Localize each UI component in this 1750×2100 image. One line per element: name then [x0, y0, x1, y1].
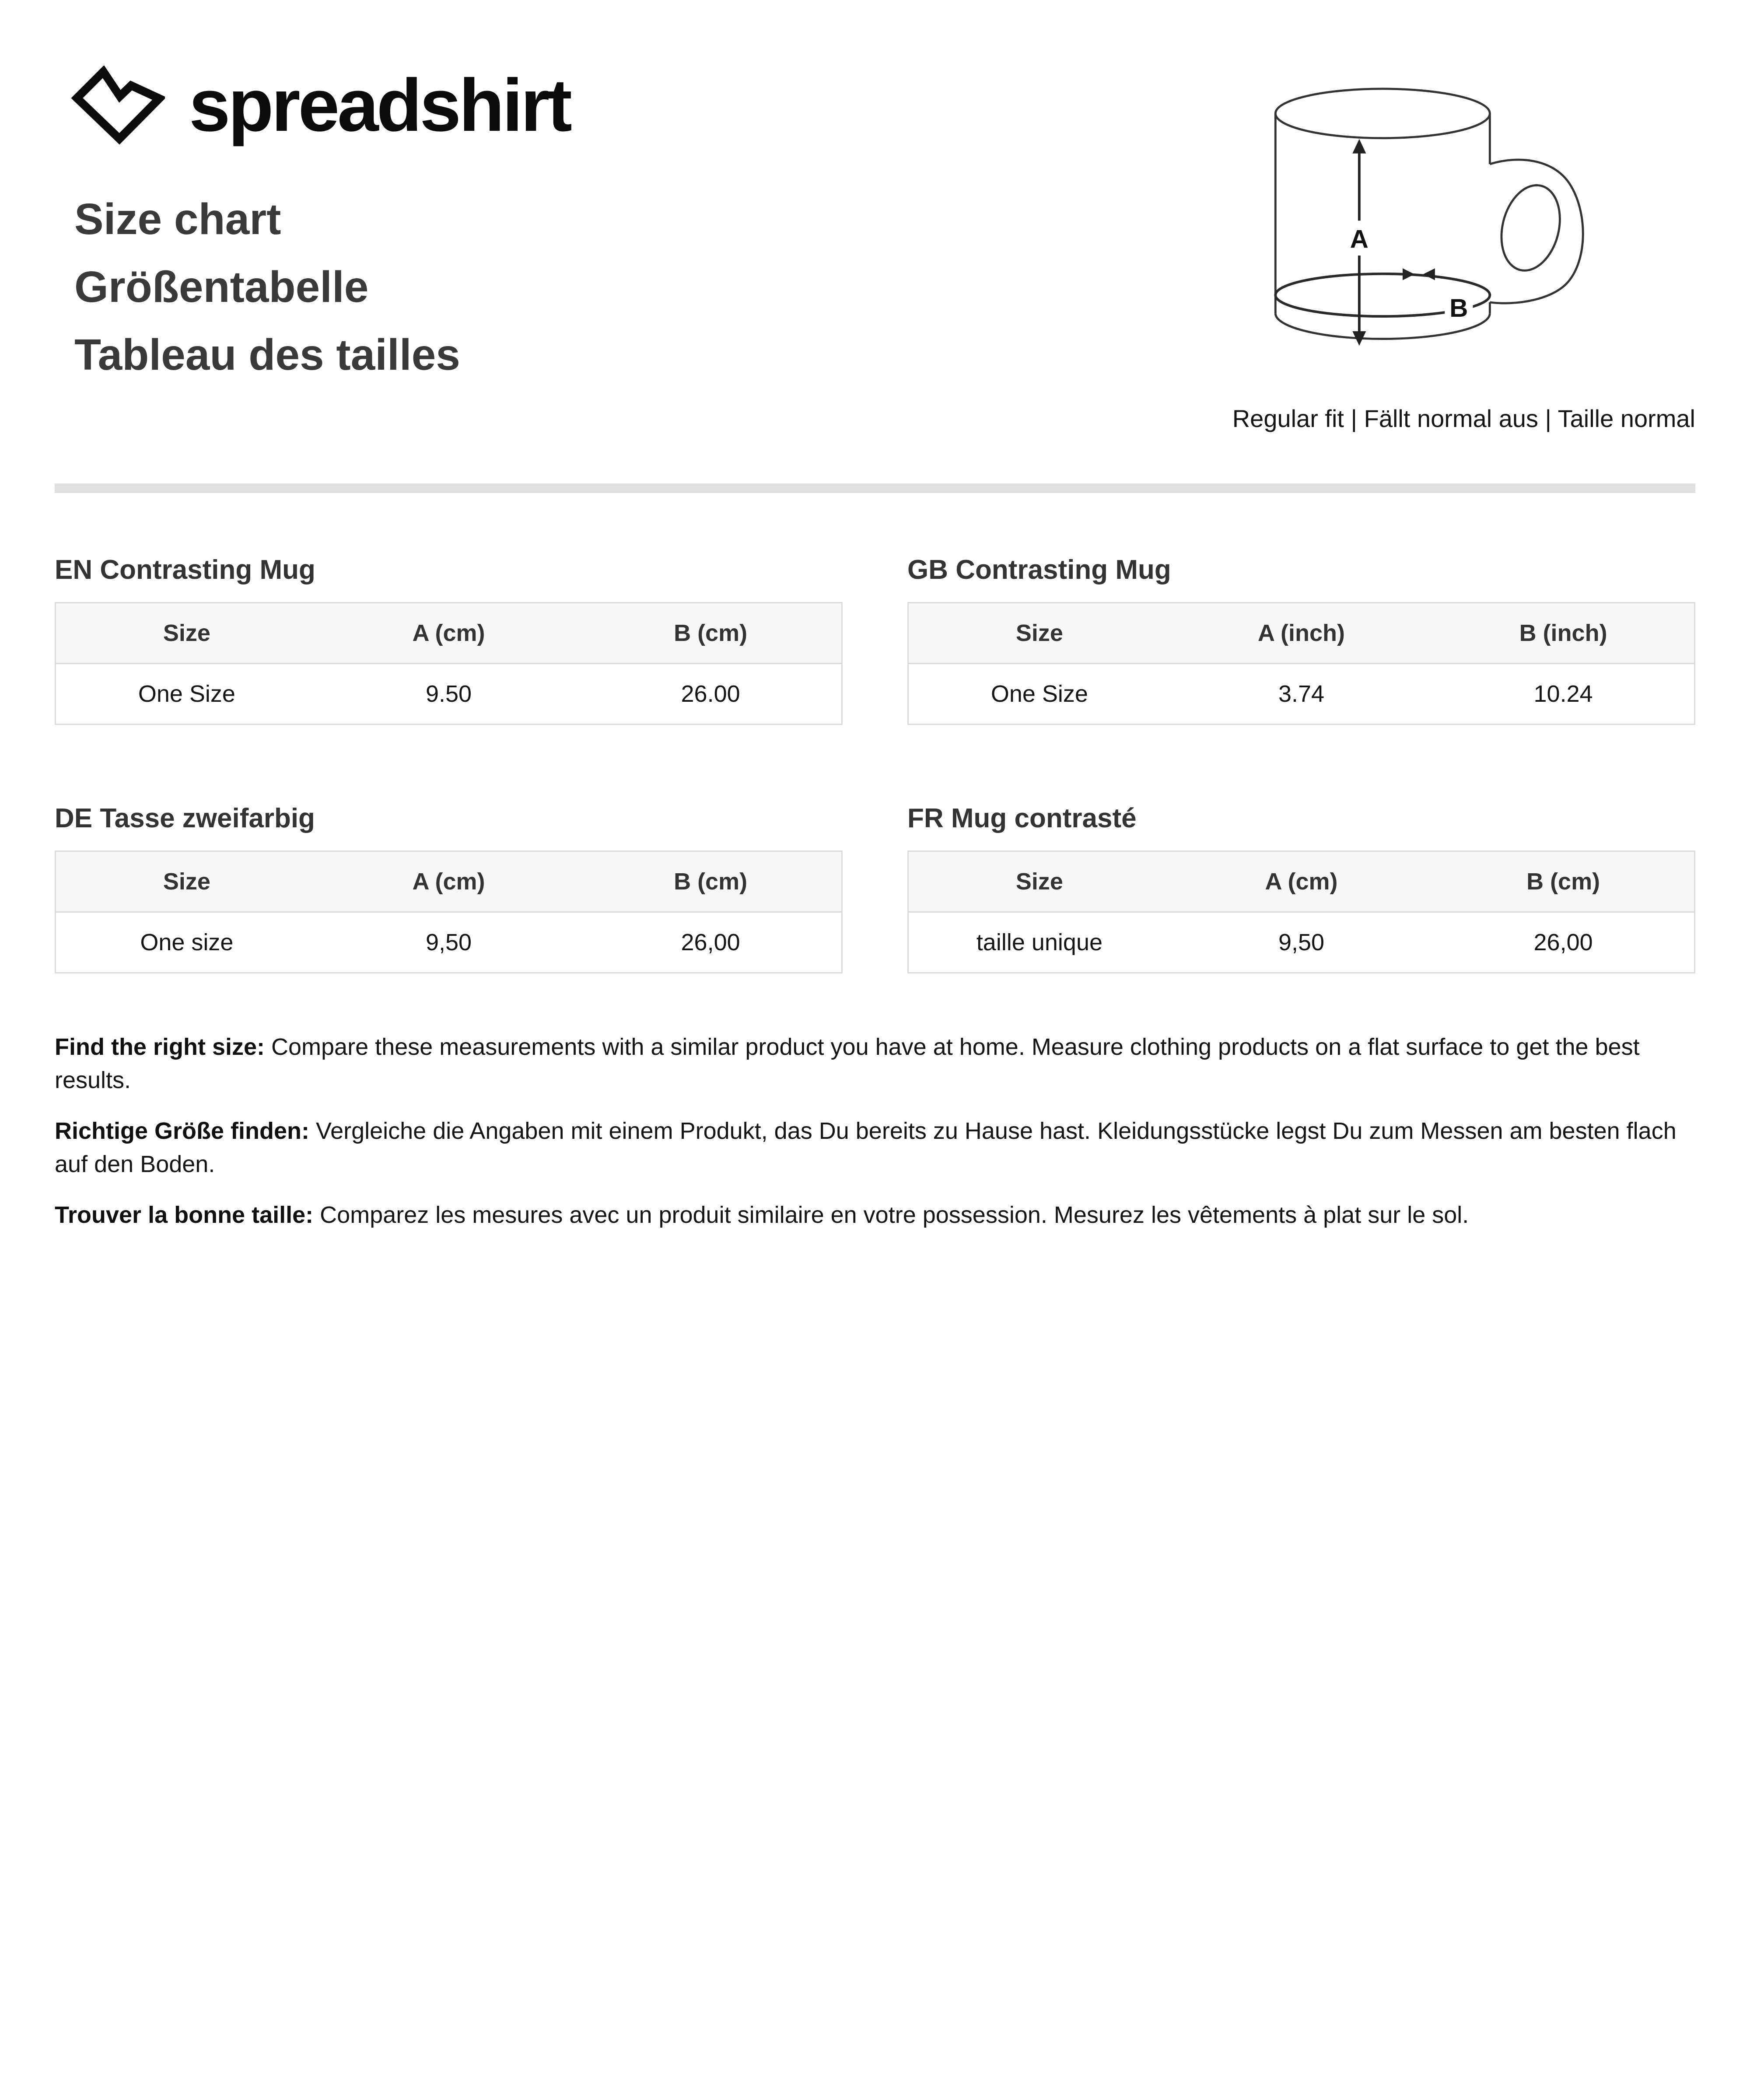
- note-fr: [55, 1198, 1695, 1232]
- col-header-b: B (cm): [1432, 851, 1694, 912]
- sizing-notes: [55, 1030, 1695, 1232]
- mug-top-rim: [1275, 89, 1490, 138]
- cell-a: 3.74: [1278, 681, 1325, 707]
- note-en-text: Compare these measurements with a similar product you have at home. Measure clothing products on a flat surface to get the best results.: [55, 1034, 1640, 1093]
- page-title-fr: Tableau des tailles: [74, 330, 460, 379]
- section-heading-gb: GB Contrasting Mug: [907, 555, 1171, 585]
- size-table-en: [55, 602, 843, 725]
- mug-measurement-diagram: [1267, 73, 1600, 379]
- note-de-text: Vergleiche die Angaben mit einem Produkt, das Du bereits zu Hause hast. Kleidungsstücke legst Du zum Messen am besten flach auf den Boden.: [55, 1118, 1676, 1177]
- col-header-b: B (cm): [580, 851, 842, 912]
- note-en: [55, 1030, 1695, 1097]
- col-header-a: A (cm): [318, 851, 580, 912]
- col-header-size: Size: [56, 603, 318, 664]
- page-title-en: Size chart: [74, 195, 281, 244]
- page-title-de: Größentabelle: [74, 262, 369, 312]
- cell-size: One size: [140, 929, 234, 956]
- table-header-row: [908, 851, 1695, 912]
- col-header-size: Size: [56, 851, 318, 912]
- size-section-en: [55, 554, 843, 725]
- size-section-de: [55, 803, 843, 973]
- cell-a: 9,50: [1278, 929, 1325, 956]
- note-de: [55, 1114, 1695, 1181]
- size-section-gb: [907, 554, 1695, 725]
- section-heading-de: DE Tasse zweifarbig: [55, 803, 315, 833]
- section-divider: [55, 483, 1695, 493]
- note-en-lead: Find the right size:: [55, 1034, 265, 1060]
- cell-size: One Size: [990, 681, 1088, 707]
- section-heading-fr: FR Mug contrasté: [907, 803, 1137, 833]
- page-header: [55, 66, 1695, 433]
- table-row: [56, 912, 842, 973]
- heart-outline: [77, 72, 159, 139]
- cell-b: 26.00: [681, 681, 740, 707]
- size-table-fr: [907, 850, 1695, 973]
- logo-wordmark: spreadshirt: [189, 64, 570, 147]
- mug-handle-outer: [1490, 160, 1583, 303]
- mug-label-b: B: [1449, 294, 1468, 323]
- col-header-a: A (inch): [1170, 603, 1432, 664]
- size-table-gb: [907, 602, 1695, 725]
- table-header-row: [56, 851, 842, 912]
- cell-b: 10.24: [1533, 681, 1593, 707]
- table-row: [908, 664, 1695, 724]
- col-header-b: B (inch): [1432, 603, 1694, 664]
- cell-b: 26,00: [1533, 929, 1593, 956]
- header-right: [1232, 66, 1695, 433]
- col-header-size: Size: [908, 603, 1170, 664]
- fit-note: Regular fit | Fällt normal aus | Taille normal: [1232, 405, 1695, 432]
- header-left: [55, 66, 570, 389]
- cell-size: One Size: [138, 681, 235, 707]
- note-fr-text: Comparez les mesures avec un produit similaire en votre possession. Mesurez les vêtements à plat sur le sol.: [320, 1202, 1469, 1228]
- cell-a: 9.50: [425, 681, 472, 707]
- section-heading-en: EN Contrasting Mug: [55, 555, 315, 585]
- col-header-a: A (cm): [318, 603, 580, 664]
- cell-size: taille unique: [976, 929, 1103, 956]
- col-header-b: B (cm): [580, 603, 842, 664]
- table-header-row: [908, 603, 1695, 664]
- mug-label-a: A: [1350, 225, 1368, 254]
- col-header-a: A (cm): [1170, 851, 1432, 912]
- cell-b: 26,00: [681, 929, 740, 956]
- table-row: [908, 912, 1695, 973]
- size-section-fr: [907, 803, 1695, 973]
- spreadshirt-heart-icon: [71, 66, 165, 145]
- note-de-lead: Richtige Größe finden:: [55, 1118, 310, 1144]
- height-arrow-top-icon: [1352, 139, 1366, 154]
- size-tables-grid: [55, 554, 1695, 973]
- size-table-de: [55, 850, 843, 973]
- note-fr-lead: Trouver la bonne taille:: [55, 1202, 314, 1228]
- table-header-row: [56, 603, 842, 664]
- mug-handle-hole: [1493, 179, 1568, 276]
- ring-arrow-right-icon: [1403, 268, 1414, 280]
- cell-a: 9,50: [425, 929, 472, 956]
- table-row: [56, 664, 842, 724]
- ring-arrow-left-icon: [1423, 268, 1435, 280]
- spreadshirt-logo: [71, 66, 570, 145]
- col-header-size: Size: [908, 851, 1170, 912]
- page-titles: [74, 186, 570, 389]
